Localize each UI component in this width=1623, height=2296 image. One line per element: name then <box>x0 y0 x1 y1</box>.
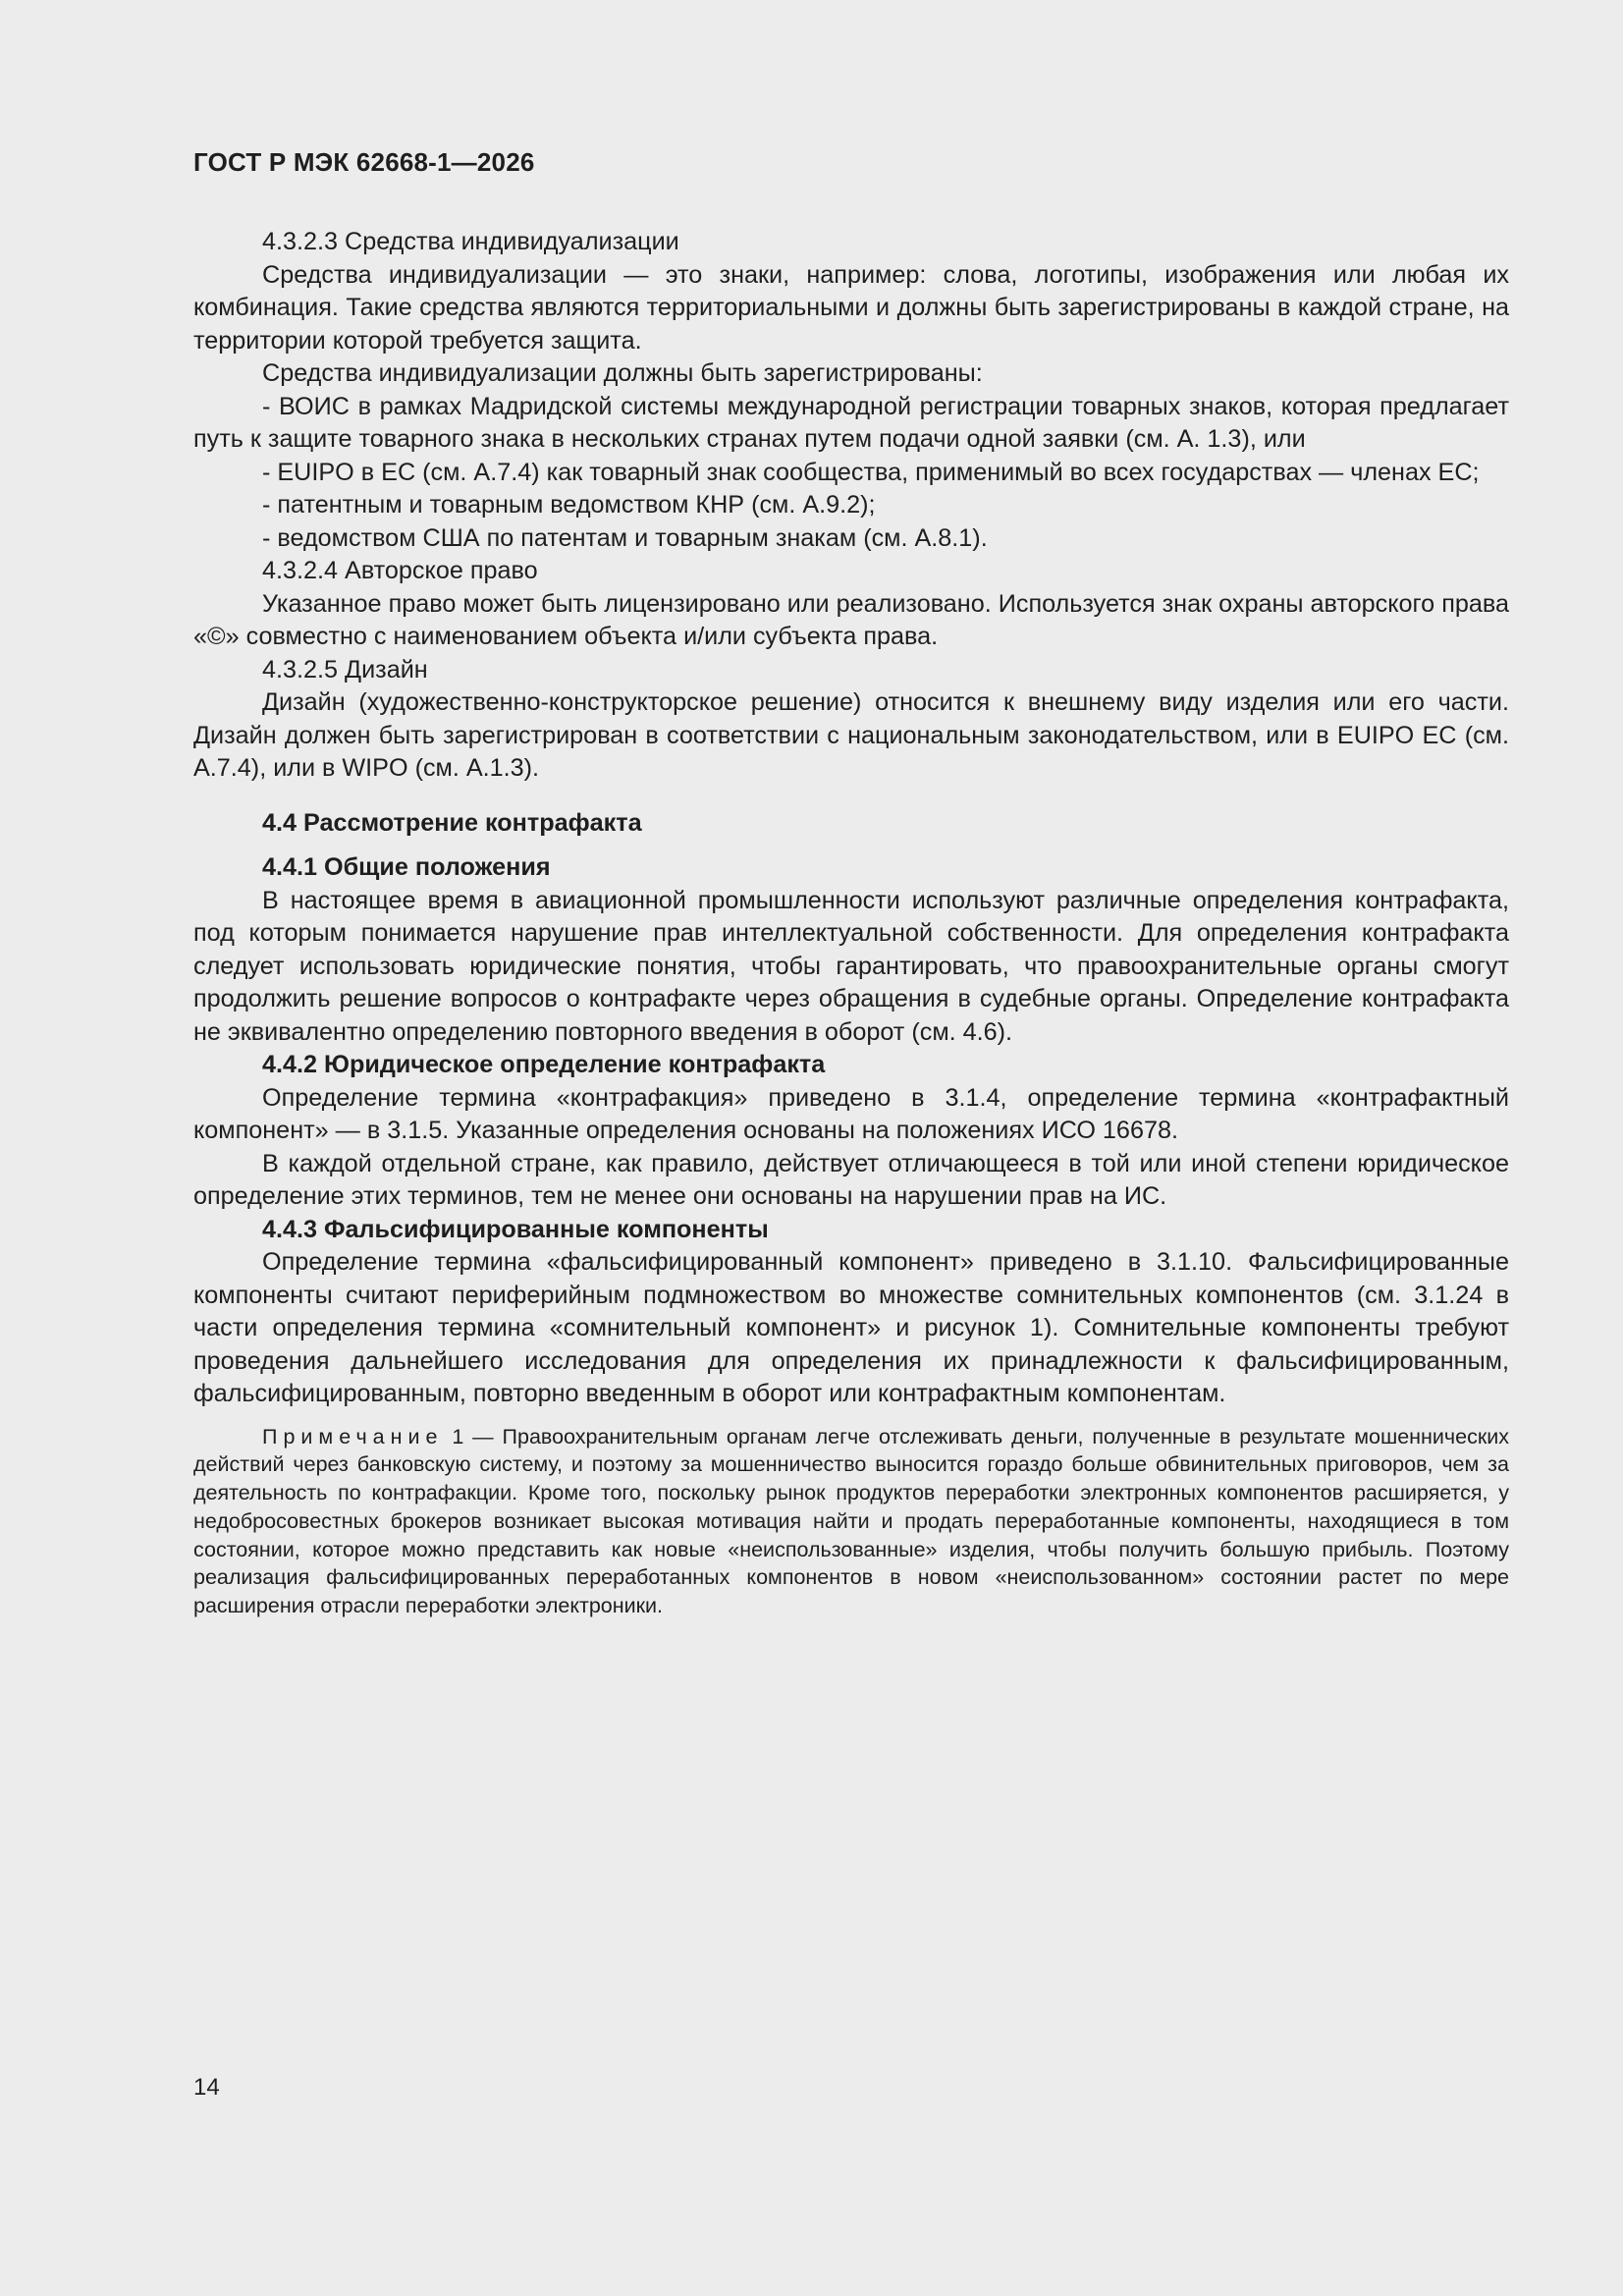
page-number: 14 <box>193 2074 220 2101</box>
list-item: - EUIPO в ЕС (см. А.7.4) как товарный знак сообщества, применимый во всех государствах — членах ЕС; <box>262 458 1480 486</box>
section-heading: 4.4 Рассмотрение контрафакта <box>262 808 642 837</box>
body-paragraph: Указанное право может быть лицензировано или реализовано. Используется знак охраны авторского права «©» совместно с наименованием объекта и/или субъекта права. <box>193 589 1509 650</box>
body-paragraph: Средства индивидуализации — это знаки, например: слова, логотипы, изображения или любая их комбинация. Такие средства являются территориальными и должны быть зарегистрированы в каждой стране, на территории которой требуется защита. <box>193 260 1509 355</box>
subsection-heading: 4.4.1 Общие положения <box>262 853 551 881</box>
body-paragraph: Определение термина «контрафакция» приведено в 3.1.4, определение термина «контрафактный компонент» — в 3.1.5. Указанные определения основаны на положениях ИСО 16678. <box>193 1083 1509 1144</box>
body-paragraph: Средства индивидуализации должны быть зарегистрированы: <box>262 359 983 387</box>
body-paragraph: В настоящее время в авиационной промышленности используют различные определения контрафакта, под которым понимается нарушение прав интеллектуальной собственности. Для определения контрафакта следует использовать юридические понятия, чтобы гарантировать, что правоохранительные органы смогут продолжить решение вопросов о контрафакте через обращения в судебные органы. Определение контрафакта не эквивалентно определению повторного введения в оборот (см. 4.6). <box>193 886 1509 1046</box>
list-item: - ВОИС в рамках Мадридской системы международной регистрации товарных знаков, которая предлагает путь к защите товарного знака в нескольких странах путем подачи одной заявки (см. А. 1.3), или <box>193 392 1509 453</box>
body-paragraph: В каждой отдельной стране, как правило, действует отличающееся в той или иной степени юридическое определение этих терминов, тем не менее они основаны на нарушении прав на ИС. <box>193 1149 1509 1210</box>
subsection-heading: 4.4.2 Юридическое определение контрафакта <box>262 1051 826 1078</box>
subsection-heading: 4.4.3 Фальсифицированные компоненты <box>262 1215 769 1243</box>
list-item: - патентным и товарным ведомством КНР (см. А.9.2); <box>262 491 876 519</box>
note-label: Примечание <box>262 1424 444 1449</box>
note-paragraph <box>193 1423 1509 1621</box>
clause-title: 4.3.2.5 Дизайн <box>262 655 428 683</box>
document-header: ГОСТ Р МЭК 62668-1—2026 <box>193 147 535 177</box>
list-item: - ведомством США по патентам и товарным знакам (см. А.8.1). <box>262 523 988 552</box>
note-text: 1 — Правоохранительным органам легче отслеживать деньги, полученные в результате мошеннических действий через банковскую систему, и поэтому за мошенничество выносится гораздо больше обвинительных приговоров, чем за деятельность по контрафакции. Кроме того, поскольку рынок продуктов переработки электронных компонентов расширяется, у недобросовестных брокеров возникает высокая мотивация найти и продать переработанные компоненты, находящиеся в том состоянии, которое можно представить как новые «неиспользованные» изделия, чтобы получить большую прибыль. Поэтому реализация фальсифицированных переработанных компонентов в новом «неиспользованном» состоянии растет по мере расширения отрасли переработки электроники. <box>193 1424 1509 1618</box>
body-paragraph: Дизайн (художественно-конструкторское решение) относится к внешнему виду изделия или его части. Дизайн должен быть зарегистрирован в соответствии с национальным законодательством, или в EUIPO ЕС (см. А.7.4), или в WIPO (см. А.1.3). <box>193 688 1509 782</box>
clause-title: 4.3.2.3 Средства индивидуализации <box>262 228 679 255</box>
document-body <box>193 226 1509 1620</box>
body-paragraph: Определение термина «фальсифицированный компонент» приведено в 3.1.10. Фальсифицированные компоненты считают периферийным подмножеством во множестве сомнительных компонентов (см. 3.1.24 в части определения термина «сомнительный компонент» и рисунок 1). Сомнительные компоненты требуют проведения дальнейшего исследования для определения их принадлежности к фальсифицированным, фальсифицированным, повторно введенным в оборот или контрафактным компонентам. <box>193 1248 1509 1407</box>
clause-title: 4.3.2.4 Авторское право <box>262 557 538 584</box>
